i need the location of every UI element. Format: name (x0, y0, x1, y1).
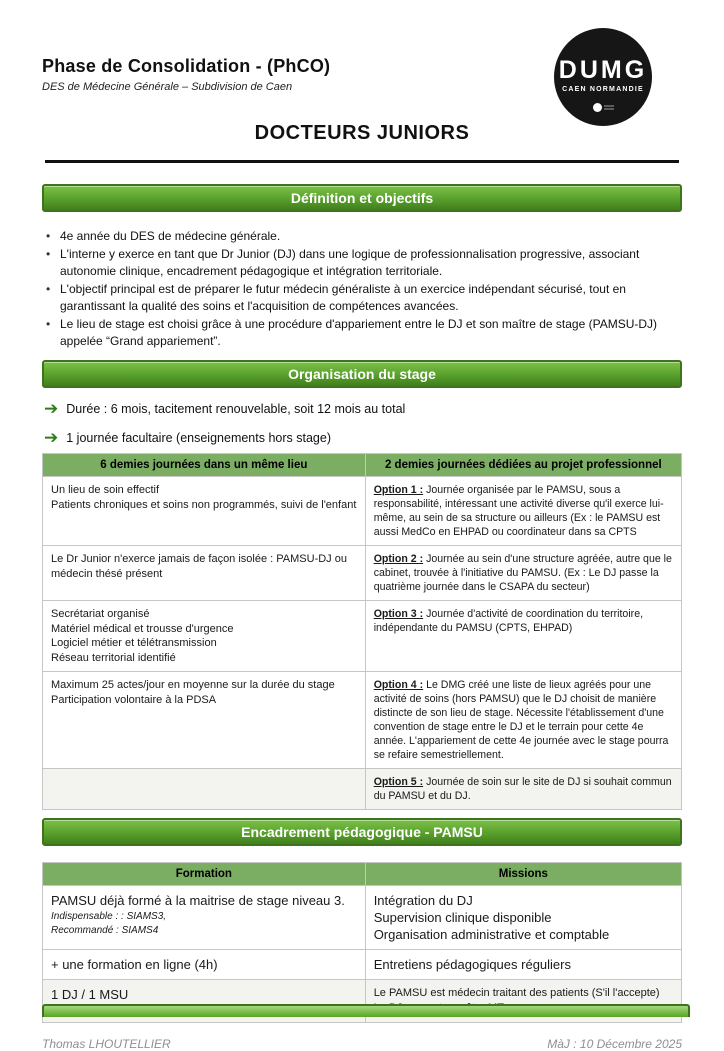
table-row (43, 546, 682, 601)
bullet-item: • 4e année du DES de médecine générale. (46, 229, 281, 243)
table-cell: Option 1 : Journée organisée par le PAMSU, sous a responsabilité, intéressant une activité diverse qu'il exerce lui-même, au sein de sa structure ou ailleurs (Ex : le PAMSU est aussi MedCo en EHPAD ou coordinateur dans sa CPTS (365, 477, 681, 546)
column-header-lieu: 6 demies journées dans un même lieu (43, 454, 366, 477)
logo-text: DUMG (558, 56, 648, 84)
option-label: Option 1 : (373, 484, 424, 496)
arrow-item-journee: ➔ 1 journée facultaire (enseignements hors stage) (44, 428, 331, 447)
bullet-item: • Le lieu de stage est choisi grâce à une procédure d'appariement entre le DJ et son maître de stage (PAMSU-DJ) appelée “Grand appariement”. (46, 317, 658, 348)
document-footer (42, 1037, 682, 1051)
table-cell: Maximum 25 actes/jour en moyenne sur la durée du stage Participation volontaire à la PDSA (43, 672, 366, 769)
table-cell: Secrétariat organisé Matériel médical et trousse d'urgence Logiciel métier et télétransmission Réseau territorial identifié (43, 601, 366, 672)
table-row (43, 601, 682, 672)
table-cell: Option 3 : Journée d'activité de coordination du territoire, indépendante du PAMSU (CPTS, EHPAD) (365, 601, 681, 672)
arrow-item-duree: ➔ Durée : 6 mois, tacitement renouvelable, soit 12 mois au total (44, 399, 406, 418)
table-cell: Option 2 : Journée au sein d'une structure agréée, autre que le cabinet, trouvée à l'initiative du PAMSU. (Ex : Le DJ passe la quatrième journée dans le CSAPA du secteur) (365, 546, 681, 601)
table-row (43, 886, 682, 950)
emblem-lines-icon (604, 105, 614, 110)
table-cell: 1 DJ / 1 MSU (43, 980, 366, 1023)
table-cell: Option 4 : Le DMG créé une liste de lieux agréés pour une activité de soins (hors PAMSU) que le DJ choisit de manière distincte de son lieu de stage. Nécessite l'établissement d'une convention de stage entre le DJ et le terrain pour cette 4e année. L'appariement de cette 4e journée avec le stage pourra se refaire semestriellement. (365, 672, 681, 769)
table-cell: Le PAMSU est médecin traitant des patients (S'il l'accepte) (365, 980, 681, 1023)
table-cell: Intégration du DJ Supervision clinique disponible Organisation administrative et comptable (365, 886, 681, 950)
document-header (42, 0, 682, 126)
logo-subtext: CAEN NORMANDIE (562, 86, 644, 93)
definition-bullet-list (46, 228, 682, 350)
organisation-table (42, 453, 682, 810)
university-emblem-icon (593, 103, 614, 112)
table-cell: Un lieu de soin effectif Patients chroniques et soins non programmés, suivi de l'enfant (43, 477, 366, 546)
bullet-icon: • (46, 282, 51, 296)
option-label: Option 3 : (373, 608, 424, 620)
table-row (43, 950, 682, 980)
next-section-banner-partial (42, 1004, 690, 1017)
table-cell: + une formation en ligne (4h) (43, 950, 366, 980)
title-block (42, 0, 330, 93)
bullet-icon: • (46, 247, 51, 261)
bullet-icon: • (46, 317, 51, 331)
table-header-row (43, 863, 682, 886)
footer-author: Thomas LHOUTELLIER (42, 1037, 171, 1051)
header-divider (45, 160, 679, 163)
bullet-item: • L'objectif principal est de préparer le futur médecin généraliste à un exercice indépendant sécurisé, tout en garantissant la qualité des soins et l'acquisition de compétences avancées. (46, 282, 626, 313)
table-cell-empty (43, 769, 366, 810)
note-line: Indispensable : : SIAMS3, (51, 911, 167, 922)
page-title: Phase de Consolidation - (PhCO) (42, 56, 331, 76)
section-banner-organisation: Organisation du stage (42, 360, 682, 388)
table-header-row (43, 454, 682, 477)
page-subtitle: DES de Médecine Générale – Subdivision de Caen (42, 81, 293, 93)
table-cell: Option 5 : Journée de soin sur le site de DJ si souhait commun du PAMSU et du DJ. (365, 769, 681, 810)
column-header-formation: Formation (43, 863, 366, 886)
table-row (43, 672, 682, 769)
table-cell: Le Dr Junior n'exerce jamais de façon isolée : PAMSU-DJ ou médecin thésé présent (43, 546, 366, 601)
section-banner-definition: Définition et objectifs (42, 184, 682, 212)
bullet-icon: • (46, 229, 51, 243)
footer-updated-date: MàJ : 10 Décembre 2025 (547, 1037, 682, 1051)
option-label: Option 2 : (373, 553, 424, 565)
dumg-logo (554, 28, 652, 126)
table-cell: PAMSU déjà formé à la maitrise de stage niveau 3. Indispensable : : SIAMS3, Recommandé : SIAMS4 (43, 886, 366, 950)
arrow-right-icon: ➔ (44, 399, 59, 418)
option-label: Option 4 : (373, 679, 424, 691)
option-label: Option 5 : (373, 776, 424, 788)
arrow-right-icon: ➔ (44, 428, 59, 447)
emblem-circle-icon (593, 103, 602, 112)
column-header-missions: Missions (365, 863, 681, 886)
bullet-item: • L'interne y exerce en tant que Dr Junior (DJ) dans une logique de professionnalisation progressive, associant autonomie clinique, encadrement pédagogique et intégration territoriale. (46, 247, 640, 278)
encadrement-table (42, 862, 682, 1023)
table-row (43, 769, 682, 810)
column-header-projet: 2 demies journées dédiées au projet professionnel (365, 454, 681, 477)
document-main-title: DOCTEURS JUNIORS (254, 122, 470, 144)
table-row (43, 477, 682, 546)
table-cell: Entretiens pédagogiques réguliers (365, 950, 681, 980)
section-banner-encadrement: Encadrement pédagogique - PAMSU (42, 818, 682, 846)
note-line: Recommandé : SIAMS4 (51, 925, 159, 936)
